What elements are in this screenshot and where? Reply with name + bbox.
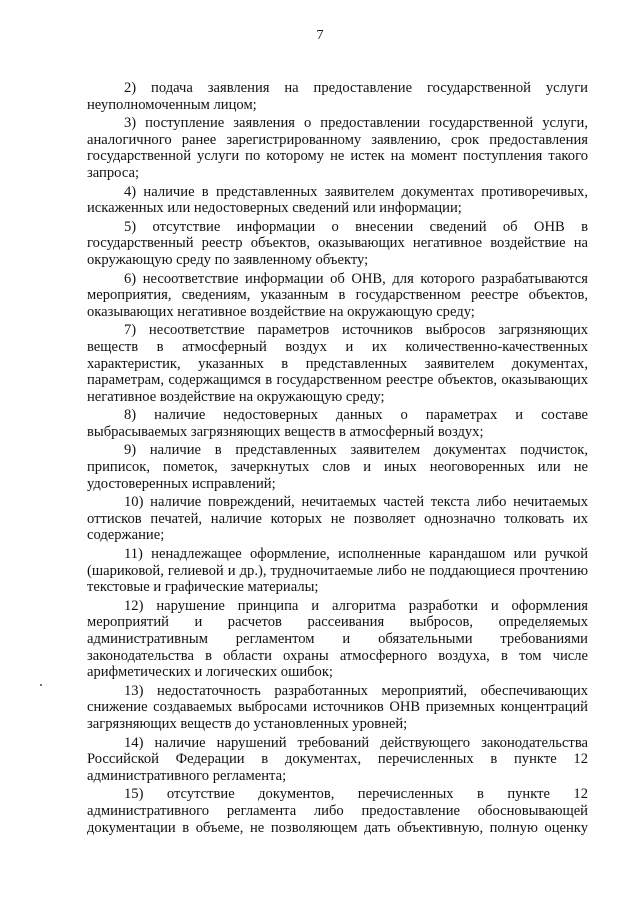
list-item-9: 9) наличие в представленных заявителем документах подчисток, приписок, пометок, зачеркнутых слов и иных неоговоренных или не удостоверенных исправлений; — [87, 442, 588, 492]
list-item-2: 2) подача заявления на предоставление государственной услуги неуполномоченным лицом; — [87, 80, 588, 113]
list-item-10: 10) наличие повреждений, нечитаемых частей текста либо нечитаемых оттисков печатей, наличие которых не позволяет однозначно толковать их содержание; — [87, 494, 588, 544]
list-item-3: 3) поступление заявления о предоставлении государственной услуги, аналогичного ранее зарегистрированному заявлению, срок предоставления государственной услуги по которому не истек на момент поступления такого запроса; — [87, 115, 588, 181]
scan-speck — [40, 684, 42, 686]
list-item-4: 4) наличие в представленных заявителем документах противоречивых, искаженных или недостоверных сведений или информации; — [87, 183, 588, 217]
list-item-5: 5) отсутствие информации о внесении сведений об ОНВ в государственный реестр объектов, оказывающих негативное воздействие на окружающую среду по заявленному объекту; — [87, 218, 588, 268]
list-item-14: 14) наличие нарушений требований действующего законодательства Российской Федерации в документах, перечисленных в пункте 12 административного регламента; — [87, 734, 588, 784]
page-number: 7 — [316, 28, 324, 43]
list-item-15: 15) отсутствие документов, перечисленных в пункте 12 административного регламента либо предоставление обосновывающей документации в объеме, не позволяющем дать объективную, полную оценку — [87, 786, 588, 836]
list-item-6: 6) несоответствие информации об ОНВ, для которого разрабатываются мероприятия, сведениям, указанным в государственном реестре объектов, оказывающих негативное воздействие на окружающую среду; — [87, 270, 588, 320]
list-item-11: 11) ненадлежащее оформление, исполненные карандашом или ручкой (шариковой, гелиевой и др.), трудночитаемые либо не поддающиеся прочтению текстовые и графические материалы; — [87, 546, 588, 596]
document-body — [87, 80, 588, 838]
list-item-13: 13) недостаточность разработанных мероприятий, обеспечивающих снижение создаваемых выбросами источников ОНВ приземных концентраций загрязняющих веществ до установленных уровней; — [87, 682, 588, 732]
list-item-8: 8) наличие недостоверных данных о параметрах и составе выбрасываемых загрязняющих веществ в атмосферный воздух; — [87, 407, 588, 440]
list-item-12: 12) нарушение принципа и алгоритма разработки и оформления мероприятий и расчетов рассеивания выбросов, определяемых административным регламентом и обязательными требованиями законодательства в области охраны атмосферного воздуха, в том числе арифметических и логических ошибок; — [87, 597, 588, 681]
list-item-7: 7) несоответствие параметров источников выбросов загрязняющих веществ в атмосферный воздух и их количественно-качественных характеристик, указанных в представленных заявителем документах, параметрам, содержащимся в государственном реестре объектов, оказывающих негативное воздействие на окружающую среду; — [87, 322, 588, 405]
